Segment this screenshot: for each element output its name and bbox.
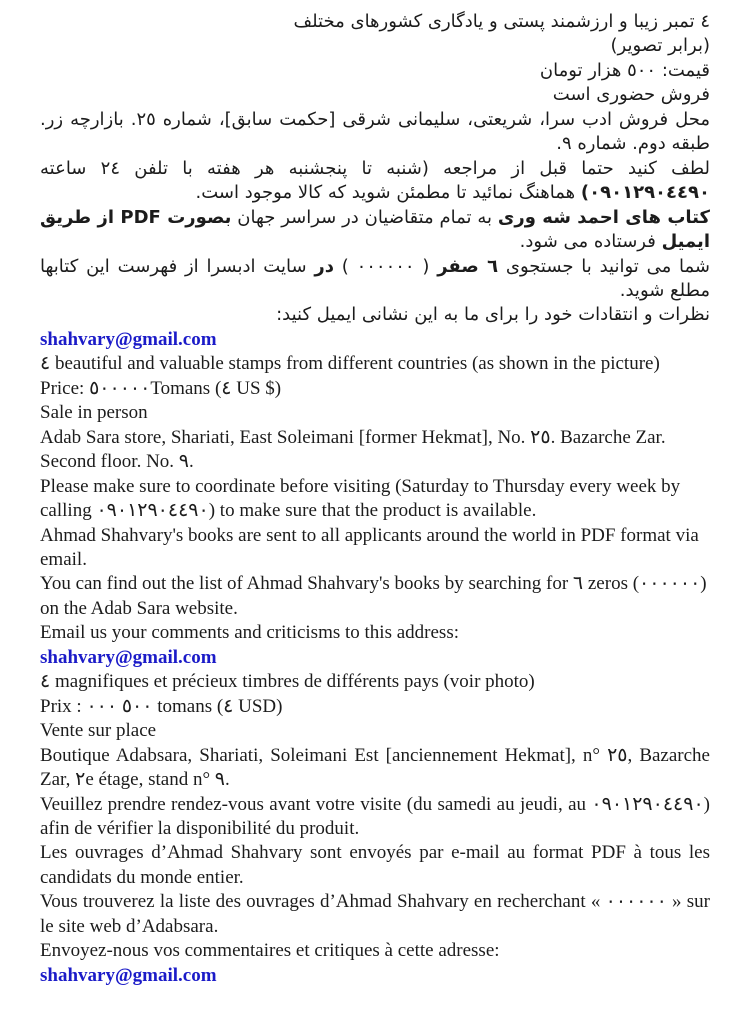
fr-email-line: [40, 964, 710, 988]
fa-search-notice: [40, 255, 710, 304]
en-title-line: ٤ beautiful and valuable stamps from different countries (as shown in the picture): [40, 353, 660, 375]
fa-search-tail: سایت ادبسرا از فهرست این کتابها مطلع شوید.: [40, 255, 710, 301]
fr-price-line: Prix : ٥٠٠ ٠٠٠ tomans (٤ USD): [40, 695, 283, 717]
fr-search-notice: Vous trouverez la liste des ouvrages d’Ahmad Shahvary en recherchant « ٠٠٠٠٠٠ » sur le site web d’Adabsara.: [40, 891, 710, 937]
fa-search-pre: شما می توانید با جستجوی: [498, 255, 711, 277]
fa-phone-number: ٠٩٠١٢٩٠٤٤٩٠): [580, 182, 710, 204]
fa-author-name: کتاب های احمد شه وری: [497, 206, 710, 228]
fa-zeros-group: ( ٠٠٠٠٠٠ ): [333, 255, 438, 277]
fa-six-zeros-label: ٦ صفر: [437, 255, 499, 277]
fa-price-line: قیمت: ٥٠٠ هزار تومان: [539, 59, 710, 81]
fr-feedback-line: Envoyez-nous vos commentaires et critiques à cette adresse:: [40, 940, 500, 962]
fa-feedback-line: نظرات و انتقادات خود را برای ما به این نشانی ایمیل کنید:: [276, 304, 710, 326]
fa-address-line: محل فروش ادب سرا، شریعتی، سلیمانی شرقی [حکمت سابق]، شماره ٢٥. بازارچه زر. طبقه دوم. شماره ٩.: [40, 108, 710, 155]
fr-sale-line: Vente sur place: [40, 720, 157, 742]
fa-email-line: [40, 328, 710, 352]
en-sale-line: Sale in person: [40, 402, 148, 424]
en-email-line: [40, 646, 710, 670]
fr-phone-notice: Veuillez prendre rendez-vous avant votre visite (du samedi au jeudi, au ٠٩٠١٢٩٠٤٤٩٠) afin de vérifier la disponibilité du produit.: [40, 793, 710, 839]
fa-phone-notice-text: لطف کنید حتما قبل از مراجعه (شنبه تا پنجشنبه هر هفته با تلفن ٢٤ ساعته: [40, 157, 711, 179]
en-price-line: Price: ٥٠٠٠٠٠Tomans (٤ US $): [40, 377, 282, 399]
english-section: [40, 352, 710, 670]
fr-address-line: Boutique Adabsara, Shariati, Soleimani Est [anciennement Hekmat], n° ٢٥, Bazarche Zar, ٢e étage, stand n° ٩.: [40, 744, 710, 791]
fr-books-notice: Les ouvrages d’Ahmad Shahvary sont envoyés par e-mail au format PDF à tous les candidats du monde entier.: [40, 842, 710, 888]
fa-phone-notice-tail: هماهنگ نمائید تا مطمئن شوید که کالا موجود است.: [195, 182, 581, 204]
fa-in-word: در: [314, 255, 334, 277]
en-phone-notice: Please make sure to coordinate before visiting (Saturday to Thursday every week by calling ٠٩٠١٢٩٠٤٤٩٠) to make sure that the product is available.: [40, 475, 681, 522]
en-feedback-line: Email us your comments and criticisms to this address:: [40, 622, 459, 644]
fa-books-notice-tail: فرستاده می شود.: [519, 231, 662, 253]
en-address-line: Adab Sara store, Shariati, East Soleimani [former Hekmat], No. ٢٥. Bazarche Zar. Second floor. No. ٩.: [40, 426, 666, 473]
persian-section: [40, 10, 710, 352]
fa-phone-notice: [40, 157, 710, 206]
fa-title-line: ٤ تمبر زیبا و ارزشمند پستی و یادگاری کشورهای مختلف: [293, 11, 710, 32]
email-link-fa[interactable]: shahvary@gmail.com: [40, 328, 217, 350]
fa-books-notice: [40, 206, 710, 255]
email-link-en[interactable]: shahvary@gmail.com: [40, 646, 217, 668]
en-search-notice: You can find out the list of Ahmad Shahvary's books by searching for ٦ zeros (٠٠٠٠٠٠) on the Adab Sara website.: [40, 573, 707, 619]
fa-books-notice-mid: به تمام متقاضیان در سراسر جهان: [231, 206, 498, 228]
fr-title-line: ٤ magnifiques et précieux timbres de différents pays (voir photo): [40, 671, 535, 693]
en-books-notice: Ahmad Shahvary's books are sent to all applicants around the world in PDF format via email.: [40, 524, 699, 570]
french-section: [40, 670, 710, 988]
fa-sale-line: فروش حضوری است: [552, 84, 710, 106]
fa-pdf-email-phrase: بصورت PDF از طریق ایمیل: [40, 206, 710, 253]
email-link-fr[interactable]: shahvary@gmail.com: [40, 964, 217, 986]
fa-picture-note: (برابر تصویر): [610, 35, 710, 57]
